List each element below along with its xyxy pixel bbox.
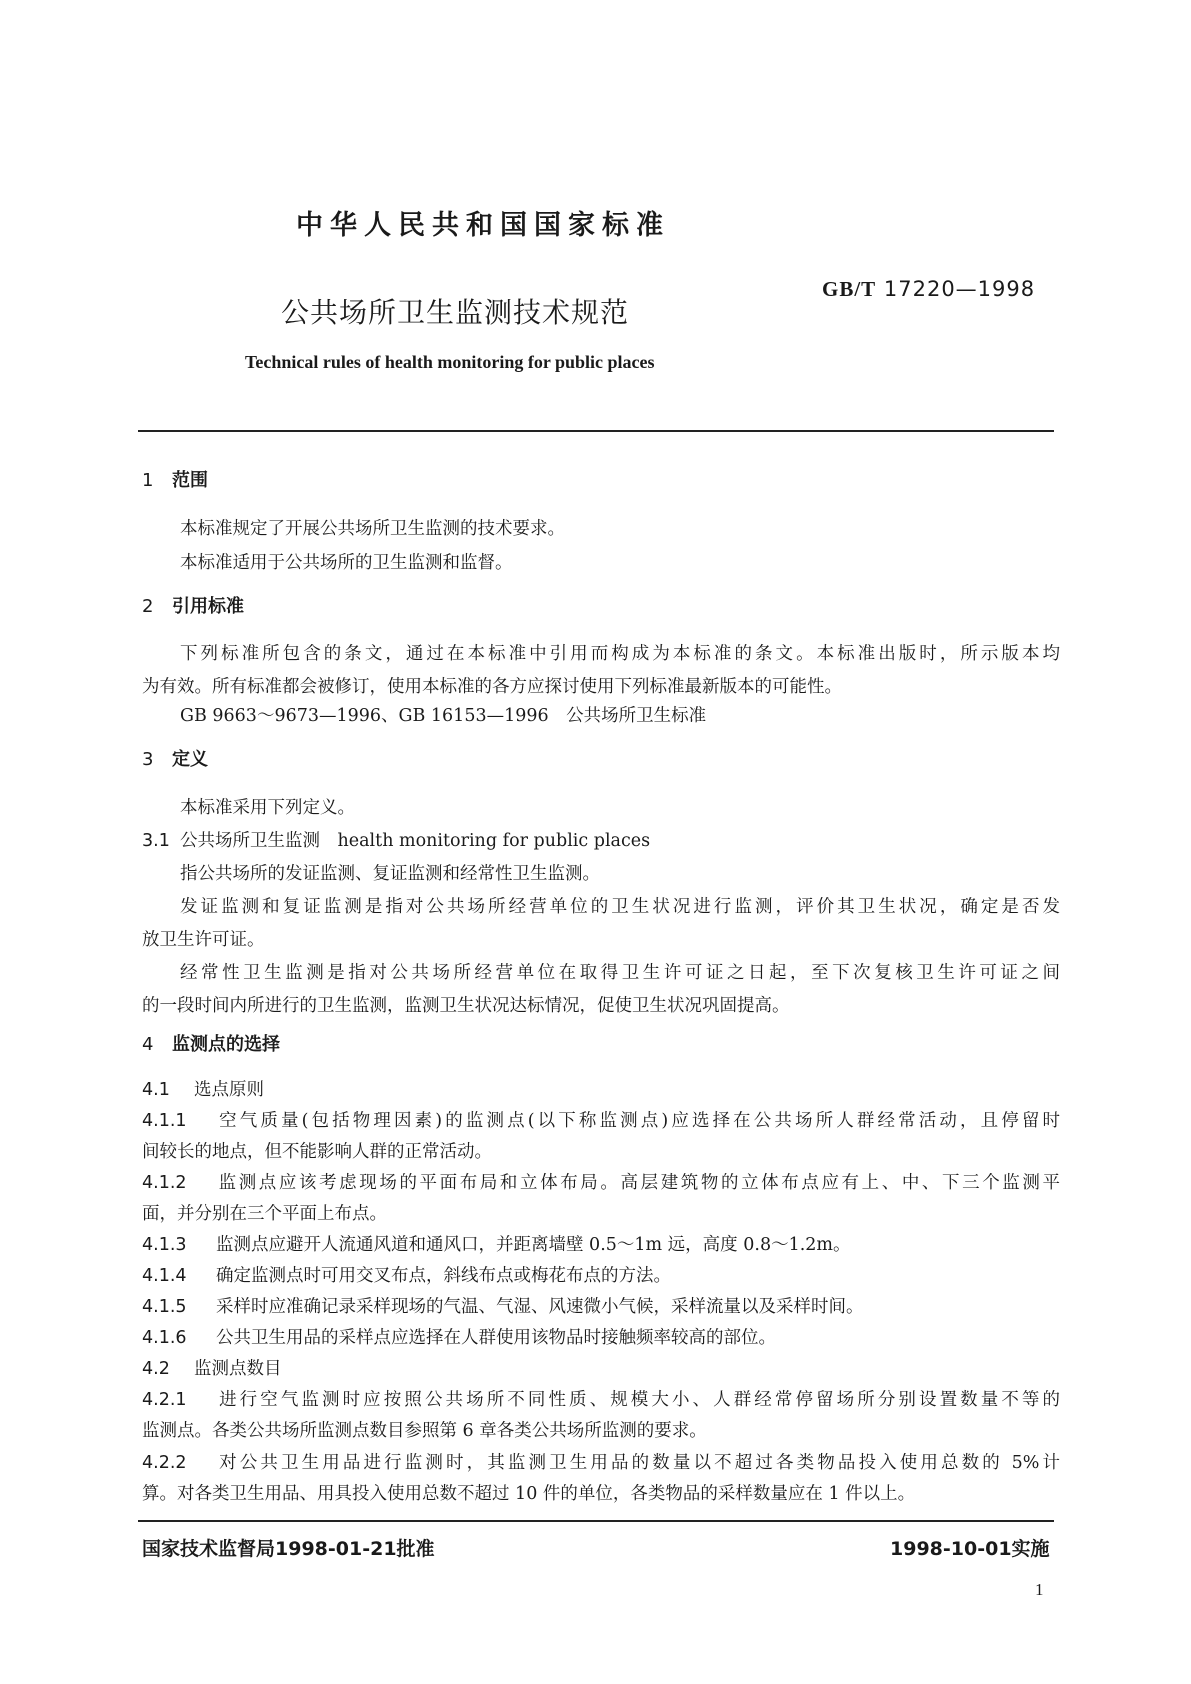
- paragraph-continuation: 间较长的地点，但不能影响人群的正常活动。: [142, 1142, 492, 1162]
- clause-4-1-1: [142, 1107, 1060, 1132]
- paragraph: 发证监测和复证监测是指对公共场所经营单位的卫生状况进行监测，评价其卫生状况，确定是否发: [180, 897, 1060, 917]
- standard-title-en: Technical rules of health monitoring for public places: [245, 352, 655, 372]
- footer-divider: [138, 1520, 1054, 1522]
- clause-number: 3.1: [142, 831, 170, 851]
- clause-text: 监测点数目: [194, 1359, 282, 1379]
- section-2-heading: [142, 592, 244, 618]
- clause-number: 4.2: [142, 1359, 170, 1379]
- paragraph: 本标准规定了开展公共场所卫生监测的技术要求。: [180, 519, 565, 539]
- clause-number: 4.1.2: [142, 1173, 187, 1193]
- section-number: 2: [142, 596, 154, 617]
- top-divider: [138, 430, 1054, 432]
- clause-4-1-5: [142, 1293, 864, 1318]
- standard-title-cn: 公共场所卫生监测技术规范: [281, 296, 630, 329]
- paragraph-continuation: 监测点。各类公共场所监测点数目参照第 6 章各类公共场所监测的要求。: [142, 1421, 707, 1441]
- clause-text: 公共场所卫生监测 health monitoring for public places: [180, 831, 651, 851]
- standard-code: [822, 277, 1035, 302]
- clause-number: 4.1.5: [142, 1297, 187, 1317]
- clause-4-1: [142, 1076, 264, 1101]
- national-standard-heading: 中华人民共和国国家标准: [296, 210, 670, 241]
- section-3-heading: [142, 745, 208, 771]
- clause-text: 监测点应避开人流通风道和通风口，并距离墙壁 0.5～1m 远，高度 0.8～1.2m。: [216, 1235, 851, 1255]
- clause-text: 监测点应该考虑现场的平面布局和立体布局。高层建筑物的立体布点应有上、中、下三个监测平: [216, 1173, 1060, 1193]
- section-number: 3: [142, 749, 154, 770]
- clause-4-1-6: [142, 1324, 776, 1349]
- clause-text: 选点原则: [194, 1080, 264, 1100]
- section-number: 1: [142, 470, 154, 491]
- section-title: 范围: [172, 470, 208, 491]
- clause-3-1: [142, 827, 650, 852]
- clause-number: 4.1.1: [142, 1111, 187, 1131]
- paragraph: 经常性卫生监测是指对公共场所经营单位在取得卫生许可证之日起，至下次复核卫生许可证之间: [180, 963, 1060, 983]
- paragraph-continuation: 放卫生许可证。: [142, 930, 265, 950]
- paragraph: 本标准适用于公共场所的卫生监测和监督。: [180, 553, 513, 573]
- clause-4-2-2: [142, 1449, 1060, 1474]
- clause-4-1-3: [142, 1231, 851, 1256]
- clause-text: 确定监测点时可用交叉布点，斜线布点或梅花布点的方法。: [216, 1266, 671, 1286]
- clause-text: 进行空气监测时应按照公共场所不同性质、规模大小、人群经常停留场所分别设置数量不等的: [216, 1390, 1060, 1410]
- clause-number: 4.1.4: [142, 1266, 187, 1286]
- clause-number: 4.2.1: [142, 1390, 187, 1410]
- section-title: 监测点的选择: [172, 1034, 280, 1055]
- clause-4-2: [142, 1355, 282, 1380]
- clause-text: 空气质量(包括物理因素)的监测点(以下称监测点)应选择在公共场所人群经常活动，且停留时: [216, 1111, 1060, 1131]
- clause-text: 公共卫生用品的采样点应选择在人群使用该物品时接触频率较高的部位。: [216, 1328, 776, 1348]
- section-title: 定义: [172, 749, 208, 770]
- clause-number: 4.1.3: [142, 1235, 187, 1255]
- clause-number: 4.1: [142, 1080, 170, 1100]
- section-number: 4: [142, 1034, 154, 1055]
- page-number: 1: [1035, 1580, 1044, 1599]
- paragraph-continuation: 为有效。所有标准都会被修订，使用本标准的各方应探讨使用下列标准最新版本的可能性。: [142, 677, 842, 697]
- section-title: 引用标准: [172, 596, 244, 617]
- clause-4-1-2: [142, 1169, 1060, 1194]
- clause-text: 对公共卫生用品进行监测时，其监测卫生用品的数量以不超过各类物品投入使用总数的 5%计: [216, 1453, 1060, 1473]
- paragraph-continuation: 算。对各类卫生用品、用具投入使用总数不超过 10 件的单位，各类物品的采样数量应在 1 件以上。: [142, 1484, 916, 1504]
- approval-date: 国家技术监督局1998-01-21批准: [142, 1538, 435, 1560]
- paragraph: 本标准采用下列定义。: [180, 798, 355, 818]
- paragraph: 指公共场所的发证监测、复证监测和经常性卫生监测。: [180, 864, 600, 884]
- section-4-heading: [142, 1030, 280, 1056]
- reference-standards: GB 9663～9673—1996、GB 16153—1996 公共场所卫生标准: [180, 706, 707, 726]
- paragraph-continuation: 面，并分别在三个平面上布点。: [142, 1204, 387, 1224]
- effective-date: 1998-10-01实施: [890, 1538, 1050, 1560]
- clause-text: 采样时应准确记录采样现场的气温、气湿、风速微小气候，采样流量以及采样时间。: [216, 1297, 864, 1317]
- paragraph: 下列标准所包含的条文，通过在本标准中引用而构成为本标准的条文。本标准出版时，所示版本均: [180, 644, 1060, 664]
- clause-4-1-4: [142, 1262, 671, 1287]
- clause-number: 4.1.6: [142, 1328, 187, 1348]
- standard-code-number: 17220—1998: [883, 277, 1036, 301]
- clause-4-2-1: [142, 1386, 1060, 1411]
- section-1-heading: [142, 466, 208, 492]
- clause-number: 4.2.2: [142, 1453, 187, 1473]
- standard-code-prefix: GB/T: [822, 277, 877, 301]
- paragraph-continuation: 的一段时间内所进行的卫生监测，监测卫生状况达标情况，促使卫生状况巩固提高。: [142, 996, 790, 1016]
